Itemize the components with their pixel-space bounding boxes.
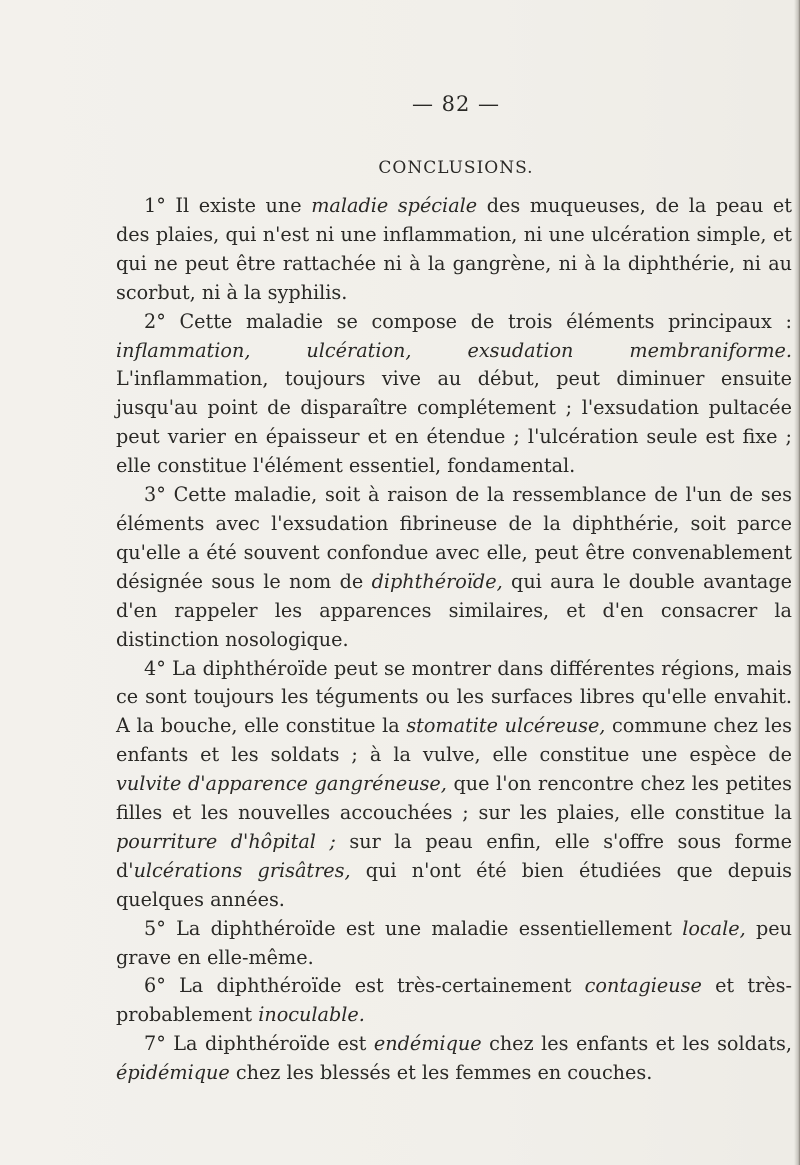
italic-run: maladie spéciale — [311, 194, 478, 217]
text-run: des muqueuses, de la peau et des plaies, qui n'est ni une inflammation, ni une ulcération simple, et qui ne peut être rattachée ni à la gangrène, ni à la diphthérie, ni au scorbut, ni à la syphilis. — [116, 194, 792, 304]
italic-run: vulvite d'apparence gangréneuse, — [116, 772, 447, 796]
italic-run: stomatite ulcéreuse, — [406, 714, 606, 738]
text-run: qui n'ont été bien étudiées que depuis quelques années. — [116, 858, 792, 911]
paragraph-5 — [116, 915, 792, 973]
text-run: chez les blessés et les femmes en couches. — [229, 1061, 653, 1085]
text-run: chez les enfants et les soldats, — [481, 1032, 792, 1056]
italic-run: locale, — [682, 916, 746, 940]
section-heading: CONCLUSIONS. — [378, 158, 534, 178]
italic-run: pourriture d'hôpital ; — [116, 829, 336, 853]
page-number: — 82 — — [411, 92, 501, 116]
text-run: 4° La diphthéroïde peut se montrer dans différentes régions, mais ce sont toujours les téguments ou les surfaces libres qu'elle envahit. A la bouche, elle constitue la — [116, 656, 792, 738]
page-edge-shadow — [794, 0, 800, 1165]
text-run: sur la peau enfin, elle s'offre sous forme d' — [116, 829, 792, 882]
text-run: 1° Il existe une — [144, 194, 312, 217]
text-run: peu grave en elle-même. — [116, 916, 792, 969]
body-text — [116, 192, 792, 1088]
italic-run: ulcérations grisâtres, — [133, 858, 351, 882]
paragraph-7 — [116, 1030, 792, 1088]
text-run: 5° La diphthéroïde est une maladie essentiellement — [144, 916, 683, 940]
text-run: 6° La diphthéroïde est très-certainement — [144, 974, 585, 998]
italic-run: épidémique — [116, 1061, 230, 1085]
text-run: 2° Cette maladie se compose de trois éléments principaux : — [144, 309, 792, 333]
text-run: qui aura le double avantage d'en rappeler les apparences similaires, et d'en consacrer la distinction nosologique. — [116, 569, 792, 651]
italic-run: contagieuse — [584, 974, 702, 998]
text-run: et très-probablement — [116, 974, 792, 1027]
text-run: commune chez les enfants et les soldats ; à la vulve, elle constitue une espèce de — [116, 714, 792, 767]
italic-run: endémique — [373, 1032, 482, 1056]
text-run: 7° La diphthéroïde est — [144, 1032, 374, 1056]
paragraph-1 — [116, 192, 792, 308]
paragraph-2 — [116, 308, 792, 481]
paragraph-4 — [116, 655, 792, 915]
text-run: que l'on rencontre chez les petites filles et les nouvelles accouchées ; sur les plaies, elle constitue la — [116, 772, 792, 825]
italic-run: diphthéroïde, — [371, 569, 503, 593]
italic-run: inflammation, ulcération, exsudation membraniforme. — [116, 338, 792, 362]
text-run: L'inflammation, toujours vive au début, peut diminuer ensuite jusqu'au point de disparaître complétement ; l'exsudation pultacée peut varier en épaisseur et en étendue ; l'ulcération seule est fixe ; elle constitue l'élément essentiel, fondamental. — [116, 367, 792, 478]
italic-run: inoculable. — [258, 1003, 365, 1027]
text-run: 3° Cette maladie, soit à raison de la ressemblance de l'un de ses éléments avec l'exsudation fibrineuse de la diphthérie, soit parce qu'elle a été souvent confondue avec elle, peut être convenablement désignée sous le nom de — [116, 483, 792, 593]
paragraph-3 — [116, 481, 792, 654]
paragraph-6 — [116, 972, 792, 1030]
